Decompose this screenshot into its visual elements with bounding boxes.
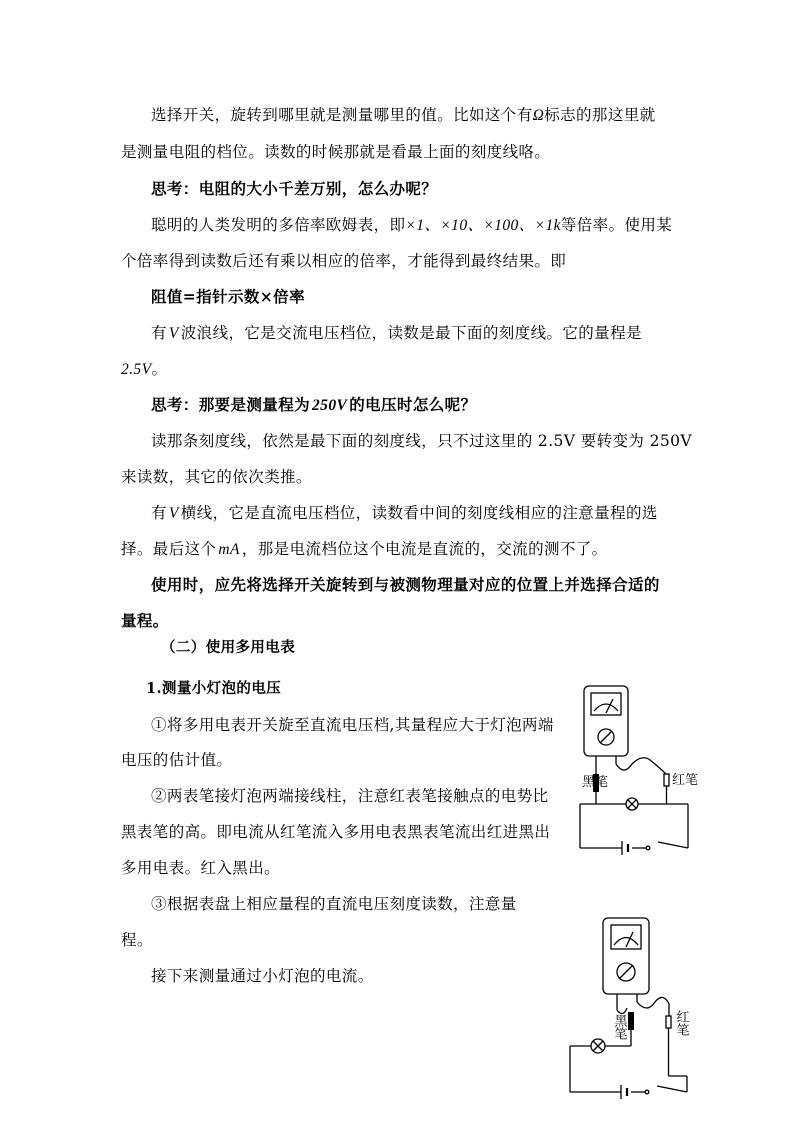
text: 波浪线，它是交流电压档位，读数是最下面的刻度线。它的量程是 <box>180 324 642 342</box>
paragraph-selector-line2: 是测量电阻的档位。读数的时候那就是看最上面的刻度线咯。 <box>121 143 551 161</box>
step3-line1: ③根据表盘上相应量程的直流电压刻度读数，注意量 <box>151 895 517 913</box>
paragraph-multiplier-line1 <box>151 213 672 235</box>
paragraph-reading-line2: 来读数，其它的依次类推。 <box>121 468 312 486</box>
step2-line3: 多用电表。红入黑出。 <box>121 859 281 877</box>
v-symbol: V <box>168 325 179 342</box>
formula-resistance: 阻值=指针示数×倍率 <box>151 287 305 306</box>
text: 。 <box>151 360 168 378</box>
omega-symbol: Ω <box>532 107 545 124</box>
subsection-heading: 1.测量小灯泡的电压 <box>146 680 282 697</box>
red-probe-icon <box>666 1016 671 1028</box>
black-pen-label: 黑笔 <box>611 1014 627 1040</box>
range-value: 2.5V <box>121 361 152 378</box>
text: 有 <box>151 504 167 522</box>
step1-line1: ①将多用电表开关旋至直流电压档,其量程应大于灯泡两端 <box>151 716 554 734</box>
paragraph-ac-line1 <box>151 321 642 343</box>
text: 标志的那这里就 <box>544 106 656 124</box>
text: 择。最后这个 <box>121 540 217 558</box>
section-heading: （二）使用多用电表 <box>161 639 296 656</box>
paragraph-dc-line2 <box>121 537 608 559</box>
red-pen-label: 红笔 <box>673 1010 689 1036</box>
paragraph-dc-line1 <box>151 501 658 523</box>
paragraph-multiplier-line2: 个倍率得到读数后还有乘以相应的倍率，才能得到最终结果。即 <box>121 252 567 270</box>
v-symbol: V <box>168 505 179 522</box>
step2-line1: ②两表笔接灯泡两端接线柱，注意红表笔接触点的电势比 <box>151 787 549 805</box>
red-pen-label: 红笔 <box>672 773 699 788</box>
paragraph-ac-line2 <box>121 357 167 379</box>
next-measure-text: 接下来测量通过小灯泡的电流。 <box>151 967 374 985</box>
paragraph-usage-line2: 量程。 <box>121 611 169 630</box>
text: 聪明的人类发明的多倍率欧姆表，即 <box>151 216 406 234</box>
text: ，那是电流档位这个电流是直流的，交流的测不了。 <box>241 540 608 558</box>
current-circuit-diagram <box>565 916 695 1116</box>
paragraph-reading-line1: 读那条刻度线，依然是最下面的刻度线，只不过这里的 2.5V 要转变为 250V <box>151 432 693 450</box>
paragraph-selector-line1 <box>151 103 656 125</box>
step2-line2: 黑表笔的高。即电流从红笔流入多用电表黑表笔流出红进黑出 <box>121 823 551 841</box>
multimeter-icon <box>603 918 649 994</box>
ma-symbol: mA <box>218 541 240 558</box>
think-question-1: 思考：电阻的大小千差万别，怎么办呢？ <box>151 179 438 198</box>
multiplier-list: ×1、×10、×100、×1k <box>405 217 561 234</box>
red-probe-icon <box>664 774 669 786</box>
step1-line2: 电压的估计值。 <box>121 751 233 769</box>
step3-line2: 程。 <box>121 931 153 949</box>
paragraph-usage-line1: 使用时，应先将选择开关旋转到与被测物理量对应的位置上并选择合适的 <box>151 575 660 594</box>
text: 等倍率。使用某 <box>560 216 673 234</box>
text: 思考：那要是测量程为 <box>151 395 311 414</box>
black-pen-label: 黑笔 <box>582 775 609 790</box>
text: 有 <box>151 324 167 342</box>
black-probe-icon <box>628 1012 634 1030</box>
think-question-2 <box>151 393 476 415</box>
text: 的电压时怎么呢？ <box>349 395 477 414</box>
text: 横线，它是直流电压档位，读数看中间的刻度线相应的注意量程的选 <box>180 504 658 522</box>
range-value: 250V <box>312 397 348 414</box>
voltage-circuit-diagram <box>578 684 698 856</box>
text: 选择开关，旋转到哪里就是测量哪里的值。比如这个有 <box>151 106 533 124</box>
